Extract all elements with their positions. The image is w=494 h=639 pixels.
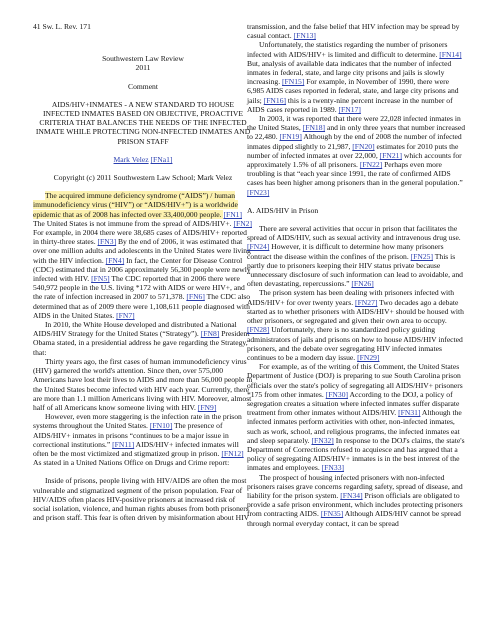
footnote-link[interactable]: [FN23] (247, 187, 270, 197)
footnote-link[interactable]: [FN25] (410, 251, 433, 261)
footnote-link[interactable]: [FN15] (282, 77, 305, 87)
footnote-link[interactable]: [FNa1] (150, 154, 173, 164)
paragraph: In 2003, it was reported that there were 22,028 infected inmates in the United States, [FN18] and in only three years that number increased to 22,480. [FN19] Although by the end of 2008 the number of infected inmates dipped slightly to 21,987, [FN20] estimates for 2010 puts the number of infected inmates at over 22,000, [FN21] which accounts for approximately 1.5% of all prisoners. [FN22] Perhaps even more troubling is that “each year since 1991, the rate of confirmed AIDS cases has been higher among prisoners than in the general population.” [FN23] (247, 114, 466, 197)
footnote-link[interactable]: [FN33] (321, 463, 345, 473)
footnote-link[interactable]: [FN35] (320, 509, 344, 519)
footnote-link[interactable]: [FN28] (247, 325, 270, 335)
footnote-link[interactable]: [FN24] (247, 242, 270, 252)
paragraph: For example, as of the writing of this Comment, the United States Department of Justice (DOJ) is preparing to sue South Carolina prison officials over the state's policy of segregating all AIDS/HIV+ prisoners *175 from other inmates. [FN30] According to the DOJ, a policy of segregation creates a situation where infected inmates suffer disparate treatment from other inmates without AIDS/HIV. [FN31] Although the infected inmates perform activities with other, non-infected inmates, such as work, school, and religious programs, the infected inmates eat and sleep separately. [FN32] In response to the DOJ's claims, the state's Department of Corrections refused to acquiesce and has argued that a policy of segregating AIDS/HIV+ inmates is in the best interest of the inmates and employees. [FN33] (247, 362, 465, 473)
author-line (33, 155, 253, 164)
footnote-link[interactable]: [FN13] (293, 31, 316, 41)
article-title: AIDS/HIV+INMATES - A NEW STANDARD TO HOUSE INFECTED INMATES BASED ON OBJECTIVE, PROACTIVE CRITERIA THAT BALANCES THE NEEDS OF THE INFECTED INMATE WHILE PROTECTING NON-INFECTED INMATES AND PRISON STAFF (35, 99, 251, 146)
footnote-link[interactable]: [FN34] (340, 490, 363, 500)
footnote-link[interactable]: [FN5] (91, 274, 110, 284)
footnote-link[interactable]: [FN17] (338, 104, 361, 114)
paragraph: The prison system has been dealing with prisoners infected with AIDS/HIV+ for over twenty years. [FN27] Two decades ago a debate started as to whether prisoners with AIDS/HIV+ should be housed with other prisoners, or segregated and given their own area to occupy. [FN28] Unfortunately, there is no standardized policy guiding administrators of jails and prisons on how to house AIDS/HIV infected prisoners, and the debate over segregating HIV infected inmates continues to be a modern day issue. [FN29] (247, 288, 464, 362)
paragraph: The acquired immune deficiency syndrome (“AIDS”) / human immunodeficiency virus (“HIV”) or “AIDS/HIV+”) is a worldwide epidemic that as of 2008 has infected over 33,400,000 people. [FN1] The United States is not immune from the spread of AIDS/HIV+. [FN2] For example, in 2004 there were 38,685 cases of AIDS/HIV+ reported in thirty-three states. [FN3] By the end of 2006, it was estimated that over one million adults and adolescents in the United States were living with the HIV infection. [FN4] In fact, the Center for Disease Control (CDC) estimated that in 2006 approximately 56,300 people were newly infected with HIV. [FN5] The CDC reported that in 2006 there were 540,972 people in the U.S. living *172 with AIDS or were HIV+, and the rate of infection increased in 2007 to 571,378. [FN6] The CDC also determined that as of 2009 there were 1,108,611 people diagnosed with AIDS in the United States. [FN7] (33, 191, 252, 320)
footnote-link[interactable]: [FN31] (398, 408, 421, 418)
article-type: Comment (128, 81, 158, 91)
footnote-link[interactable]: [FN22] (359, 160, 383, 170)
footnote-link[interactable]: [FN7] (116, 310, 135, 320)
paragraph: In 2010, the White House developed and distributed a National AIDS/HIV Strategy for the United States (“Strategy”). [FN8] President Obama stated, in a presidential address he gave regarding the Strategy, that: (33, 320, 250, 357)
footnote-link[interactable]: [FN9] (197, 402, 217, 412)
paragraph: The prospect of housing infected prisoners with non-infected prisoners raises grave concerns regarding safety, spread of disease, and liability for the prison system. [FN34] Prison officials are obligated to provide a safe prison environment, which includes protecting prisoners from contracting AIDS. [FN35] Although AIDS/HIV cannot be spread through normal everyday contact, it can be spread (247, 472, 463, 528)
footnote-link[interactable]: [FN11] (112, 439, 135, 449)
footnote-link[interactable]: [FN1] (223, 209, 242, 219)
footnote-link[interactable]: [FN29] (357, 352, 380, 362)
paragraph: However, even more staggering is the infection rate in the prison systems throughout the United States. [FN10] The presence of AIDS/HIV+ inmates in prisons “continues to be a major issue in correctional institutions.” [FN11] AIDS/HIV+ infected inmates will often be the most victimized and stigmatized group in prison. [FN12] As stated in a United Nations Office on Drugs and Crime report: (33, 412, 244, 468)
paragraph: transmission, and the false belief that HIV infection may be spread by casual contact. [FN13] (247, 22, 460, 41)
footnote-link[interactable]: [FN20] (352, 141, 375, 151)
footnote-link[interactable]: [FN32] (311, 435, 334, 445)
footnote-link[interactable]: [FN10] (149, 421, 173, 431)
footnote-link[interactable]: [FN21] (379, 150, 402, 160)
paragraph: There are several activities that occur in prison that facilitates the spread of AIDS/HIV, such as sexual activity and intravenous drug use. [FN24] However, it is difficult to determine how many prisoners contract the disease within the confines of the prison. [FN25] This is partly due to prisoners keeping their HIV status private because “unnecessary disclosure of such information can lead to avoidable, and often devastating, repercussions.” [FN26] (247, 224, 463, 289)
journal-year: 2011 (135, 63, 151, 73)
block-quote: Thirty years ago, the first cases of human immunodeficiency virus (HIV) garnered the world's attention. Since then, over 575,000 Americans have lost their lives to AIDS and more than 56,000 people in the United States become infected with HIV each year. Currently, there are more than 1.1 million Americans living with HIV. Moreover, almost half of all Americans know someone living with HIV. [FN9] (33, 356, 253, 412)
citation: 41 Sw. L. Rev. 171 (33, 22, 91, 31)
footnote-link[interactable]: [FN2] (233, 218, 252, 228)
left-column (33, 0, 253, 522)
copyright-line: Copyright (c) 2011 Southwestern Law School; Mark Velez (53, 173, 233, 183)
footnote-link[interactable]: [FN26] (351, 279, 374, 289)
footnote-link[interactable]: [FN19] (279, 132, 302, 142)
footnote-link[interactable]: [FN27] (355, 297, 378, 307)
right-column (247, 0, 467, 528)
footnote-link[interactable]: [FN8] (200, 329, 220, 339)
footnote-link[interactable]: [FN18] (302, 123, 326, 133)
author-link[interactable]: Mark Velez (113, 154, 149, 164)
footnote-link[interactable]: [FN6] (186, 292, 205, 302)
highlighted-text: The acquired immune deficiency syndrome (“AIDS”) / human immunodeficiency virus (“HIV”) or “AIDS/HIV+”) is a worldwide epidemic that as of 2008 has infected over 33,400,000 people. (33, 191, 238, 219)
footnote-link[interactable]: [FN12] (221, 448, 244, 458)
section-heading: A. AIDS/HIV in Prison (247, 205, 319, 215)
paragraph: Unfortunately, the statistics regarding the number of prisoners infected with AIDS/HIV+ is limited and difficult to determine. [FN14] But, analysis of available data indicates that the number of infected inmates in federal, state, and large city prisons and jails is slowly increasing. [FN15] For example, in November of 1990, there were 6,985 AIDS cases reported in federal, state, and large city prisons and jails; [FN16] this is a twenty-nine percent increase in the number of AIDS cases reported in 1989. [FN17] (247, 40, 462, 114)
footnote-link[interactable]: [FN16] (263, 95, 287, 105)
footnote-link[interactable]: [FN3] (97, 237, 117, 247)
footnote-link[interactable]: [FN14] (439, 49, 462, 59)
footnote-link[interactable]: [FN30] (325, 389, 349, 399)
footnote-link[interactable]: [FN4] (105, 255, 125, 265)
quoted-paragraph: Inside of prisons, people living with HIV/AIDS are often the most vulnerable and stigmatized segment of the prison population. Fear of HIV/AIDS often places HIV-positive prisoners at increased risk of social isolation, violence, and human rights abuses from both prisoners and prison staff. This fear is often driven by misinformation about HIV (33, 476, 250, 523)
journal-name: Southwestern Law Review (102, 54, 184, 64)
